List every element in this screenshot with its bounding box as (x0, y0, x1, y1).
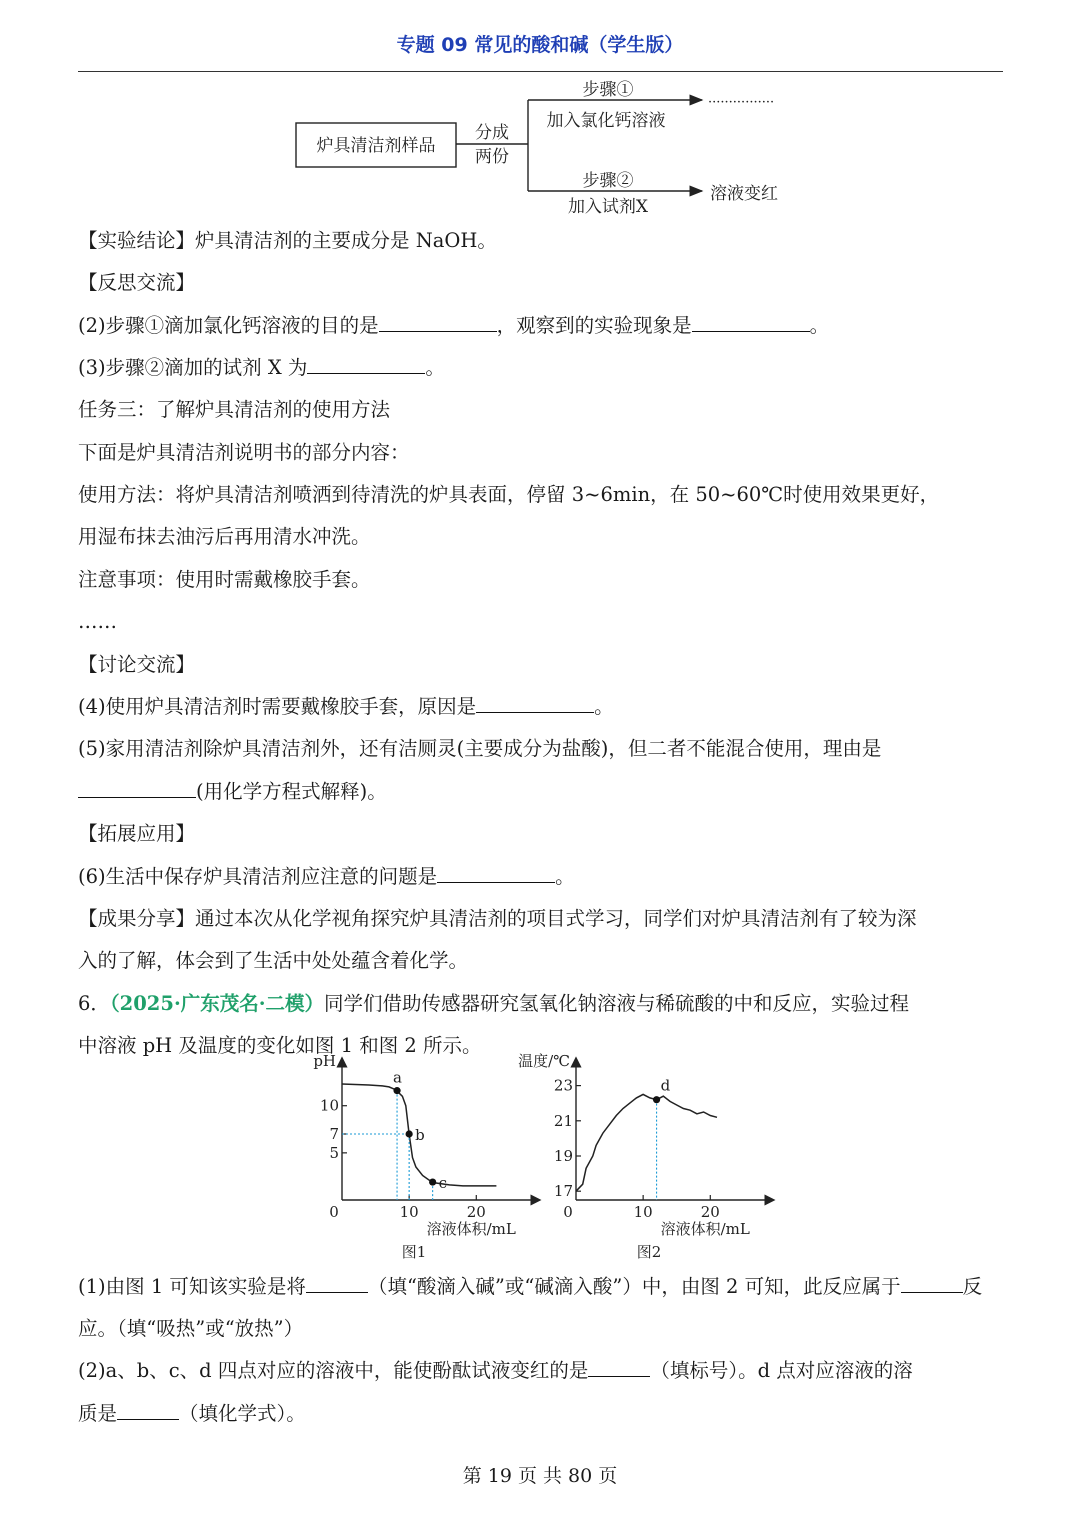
note-line: 注意事项：使用时需戴橡胶手套。 (78, 568, 371, 591)
discuss-heading: 【讨论交流】 (78, 653, 196, 676)
answer-blank[interactable] (476, 694, 594, 713)
question-5-line-2 (78, 779, 387, 805)
answer-blank[interactable] (692, 313, 810, 332)
q2-text-a: (2)步骤①滴加氯化钙溶液的目的是 (78, 314, 379, 337)
problem-6-text: 同学们借助传感器研究氢氧化钠溶液与稀硫酸的中和反应，实验过程 (324, 992, 910, 1015)
x-axis-label: 溶液体积/mL (660, 1220, 750, 1238)
reflect-heading: 【反思交流】 (78, 271, 196, 294)
s2-text-a: (2)a、b、c、d 四点对应的溶液中，能使酚酞试液变红的是 (78, 1359, 589, 1382)
x-tick-label: 10 (633, 1203, 653, 1221)
figure-caption: 图1 (401, 1243, 427, 1261)
s2-text-c: 质是 (78, 1402, 118, 1425)
split-label-1: 分成 (475, 123, 509, 143)
split-label-2: 两份 (475, 147, 509, 167)
step1-action: 加入氯化钙溶液 (546, 111, 666, 131)
y-tick-label: 17 (553, 1182, 573, 1201)
x-tick-label: 20 (466, 1203, 486, 1221)
data-curve (576, 1094, 717, 1191)
step1-label: 步骤① (582, 80, 634, 100)
y-tick-label: 23 (553, 1076, 573, 1095)
y-tick-label: 19 (553, 1147, 573, 1165)
answer-blank[interactable] (588, 1358, 650, 1377)
q3-text-b: 。 (425, 356, 445, 379)
data-point-label: a (393, 1068, 403, 1087)
chart-temperature (500, 1052, 790, 1266)
y-axis-label: 温度/℃ (518, 1052, 570, 1070)
q4-text-b: 。 (594, 695, 614, 718)
s1-text-b: （填“酸滴入碱”或“碱滴入酸”）中，由图 2 可知，此反应属于 (367, 1275, 901, 1298)
data-point-label: c (438, 1174, 448, 1193)
answer-blank[interactable] (307, 355, 425, 374)
data-point-b (406, 1130, 413, 1137)
expand-heading: 【拓展应用】 (78, 822, 196, 845)
s2-text-b: （填标号）。d 点对应溶液的溶 (650, 1359, 913, 1382)
problem-number: 6． (78, 992, 110, 1015)
sample-label: 炉具清洁剂样品 (316, 136, 436, 156)
question-6 (78, 864, 575, 890)
problem-source: （2025·广东茂名·二模） (109, 992, 325, 1015)
problem-6-line-2: 中溶液 pH 及温度的变化如图 1 和图 2 所示。 (78, 1034, 482, 1057)
q6-text-b: 。 (555, 865, 575, 888)
s2-text-d: （填化学式）。 (179, 1402, 306, 1425)
chart-ph (300, 1052, 530, 1266)
data-point-a (393, 1087, 400, 1094)
y-tick-label: 5 (329, 1143, 339, 1162)
y-tick-label: 10 (319, 1096, 339, 1115)
q3-text-a: (3)步骤②滴加的试剂 X 为 (78, 356, 308, 379)
answer-blank[interactable] (78, 779, 196, 798)
x-axis-label: 溶液体积/mL (426, 1220, 516, 1238)
ellipsis-line: …… (78, 610, 117, 633)
q6-text-a: (6)生活中保存炉具清洁剂应注意的问题是 (78, 865, 438, 888)
y-axis-label: pH (313, 1052, 336, 1070)
data-point-d (653, 1096, 660, 1103)
y-tick-label: 21 (553, 1111, 573, 1130)
intro-line: 下面是炉具清洁剂说明书的部分内容： (78, 441, 410, 464)
x-tick-label: 0 (329, 1203, 339, 1221)
data-point-label: b (415, 1126, 425, 1144)
q2-text-b: ，观察到的实验现象是 (496, 314, 692, 337)
sub-question-2-line-2 (78, 1401, 306, 1427)
flow-diagram (280, 76, 820, 226)
s1-text-c: 反 (962, 1275, 983, 1298)
usage-line-1: 使用方法：将炉具清洁剂喷洒到待清洗的炉具表面，停留 3~6min，在 50~60℃时使用效果更好， (78, 483, 940, 506)
page-header-title: 专题 09 常见的酸和碱（学生版） (396, 34, 684, 56)
data-point-label: d (660, 1076, 671, 1095)
step1-result: ················ (708, 95, 775, 110)
x-tick-label: 10 (399, 1203, 419, 1221)
question-4 (78, 694, 614, 720)
sub-question-2-line-1 (78, 1358, 913, 1384)
conclusion-line: 【实验结论】炉具清洁剂的主要成分是 NaOH。 (78, 229, 497, 252)
answer-blank[interactable] (117, 1401, 179, 1420)
q5-text-b: (用化学方程式解释)。 (196, 780, 387, 803)
question-5-line-1: (5)家用清洁剂除炉具清洁剂外，还有洁厕灵(主要成分为盐酸)，但二者不能混合使用，理由是 (78, 737, 882, 760)
usage-line-2: 用湿布抹去油污后再用清水冲洗。 (78, 525, 371, 548)
question-3 (78, 355, 445, 381)
step2-label: 步骤② (582, 171, 634, 191)
figure-caption: 图2 (636, 1243, 662, 1261)
data-point-c (429, 1178, 436, 1185)
y-tick-label: 7 (329, 1125, 339, 1143)
q4-text-a: (4)使用炉具清洁剂时需要戴橡胶手套，原因是 (78, 695, 477, 718)
question-2 (78, 313, 829, 339)
share-line-2: 入的了解，体会到了生活中处处蕴含着化学。 (78, 949, 469, 972)
step2-result: 溶液变红 (710, 184, 778, 204)
x-tick-label: 20 (700, 1203, 720, 1221)
q2-text-c: 。 (809, 314, 830, 337)
step2-action: 加入试剂X (567, 197, 649, 217)
share-line-1: 【成果分享】通过本次从化学视角探究炉具清洁剂的项目式学习，同学们对炉具清洁剂有了较为深 (78, 907, 917, 930)
task3-line: 任务三：了解炉具清洁剂的使用方法 (78, 398, 391, 421)
answer-blank[interactable] (379, 313, 497, 332)
problem-6-line-1 (78, 991, 909, 1017)
x-tick-label: 0 (563, 1203, 573, 1221)
sub-question-1-line-2: 应。（填“吸热”或“放热”） (78, 1317, 304, 1340)
answer-blank[interactable] (901, 1274, 963, 1293)
page-footer: 第 19 页 共 80 页 (462, 1465, 618, 1487)
header-rule (78, 71, 1003, 72)
answer-blank[interactable] (437, 864, 555, 883)
answer-blank[interactable] (306, 1274, 368, 1293)
s1-text-a: (1)由图 1 可知该实验是将 (78, 1275, 306, 1298)
sub-question-1-line-1 (78, 1274, 982, 1300)
